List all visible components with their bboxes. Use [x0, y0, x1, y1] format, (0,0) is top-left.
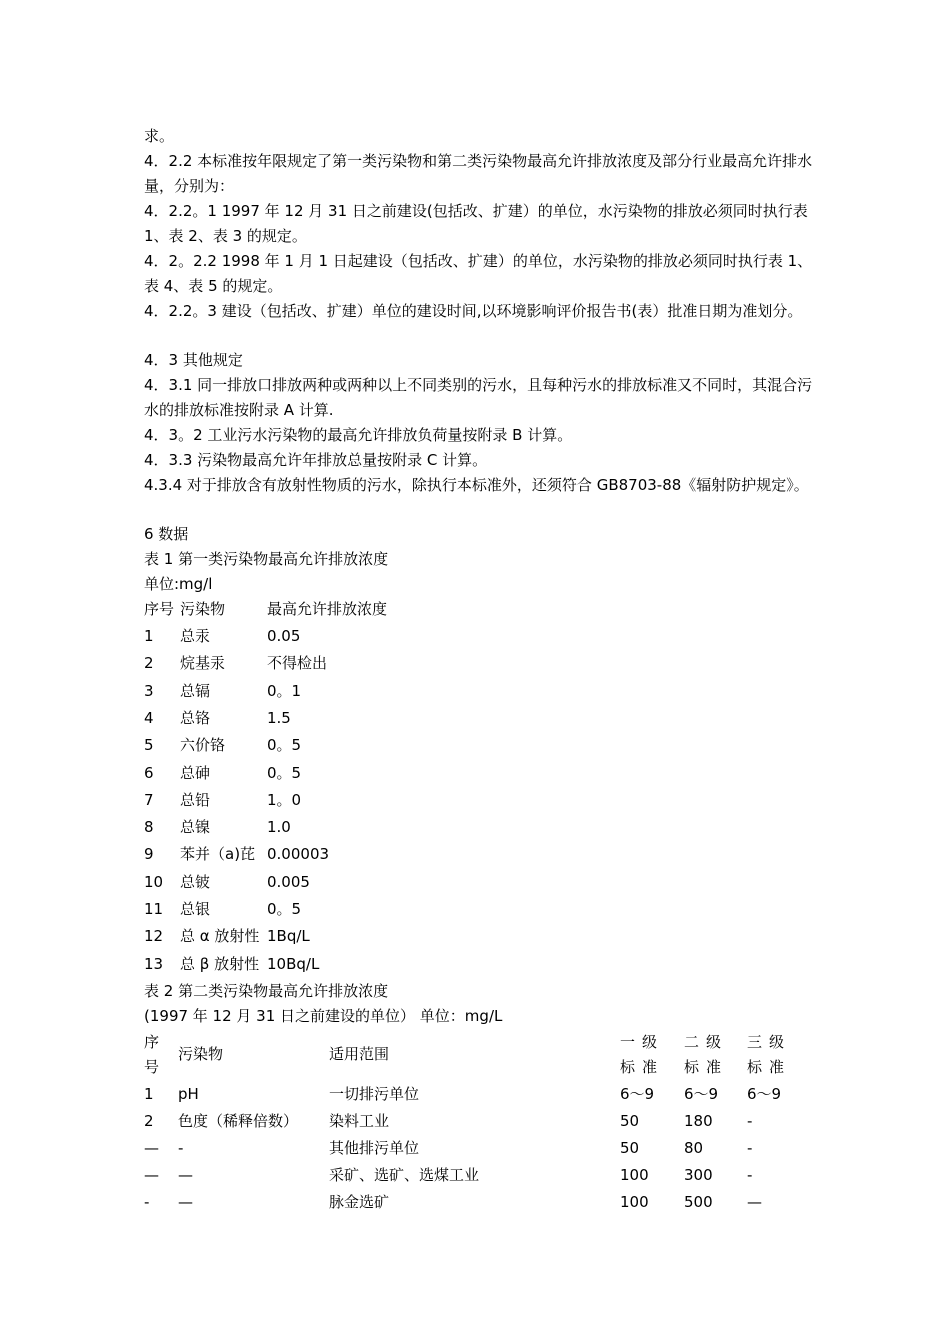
table-cell: - [747, 1112, 753, 1130]
paragraph-4-3-2: 4．3。2 工业污水污染物的最高允许排放负荷量按附录 B 计算。 [144, 426, 573, 444]
paragraph-4-3-3: 4．3.3 污染物最高允许年排放总量按附录 C 计算。 [144, 451, 488, 469]
table-cell: 总铬 [180, 709, 211, 727]
table2-header-seq: 序号 [144, 1033, 160, 1076]
table-cell: 2 [144, 654, 154, 672]
table-cell: 7 [144, 791, 154, 809]
table-cell: 6 [144, 764, 154, 782]
table-cell: 总铅 [180, 791, 211, 809]
table-cell: 6～9 [620, 1085, 655, 1103]
table-cell: 总铍 [180, 873, 211, 891]
table-cell: 80 [684, 1139, 704, 1157]
table2-header-pollutant: 污染物 [178, 1045, 224, 1063]
table-cell: 6～9 [684, 1085, 719, 1103]
table-cell: - [144, 1193, 150, 1211]
table1-header-limit: 最高允许排放浓度 [267, 600, 388, 618]
table-row [144, 1135, 816, 1162]
table-cell: - [747, 1166, 753, 1184]
table-cell: 采矿、选矿、选煤工业 [329, 1166, 480, 1184]
table-cell: 10 [144, 873, 164, 891]
table-row [144, 1081, 816, 1108]
table-cell: 100 [620, 1166, 649, 1184]
table-cell: 6～9 [747, 1085, 782, 1103]
table-cell: 0.05 [267, 627, 301, 645]
table-cell: 0。5 [267, 736, 302, 754]
table-cell: 50 [620, 1112, 640, 1130]
table-cell: 10Bq/L [267, 955, 320, 973]
heading-data: 6 数据 [144, 525, 189, 543]
table-cell: 0.00003 [267, 845, 330, 863]
table-cell: 1.0 [267, 818, 291, 836]
table-cell: pH [178, 1085, 199, 1103]
table1-header-seq: 序号 [144, 600, 175, 618]
table-cell: 2 [144, 1112, 154, 1130]
paragraph-4-3-1: 4．3.1 同一排放口排放两种或两种以上不同类别的污水，且每种污水的排放标准又不同时，其混合污水的排放标准按附录 A 计算. [144, 376, 813, 419]
paragraph-4-3-4: 4.3.4 对于排放含有放射性物质的污水，除执行本标准外，还须符合 GB8703-88《辐射防护规定》。 [144, 476, 809, 494]
table-cell: — [747, 1193, 762, 1211]
table-cell: 11 [144, 900, 164, 918]
paragraph-4-2-2-2: 4．2。2.2 1998 年 1 月 1 日起建设（包括改、扩建）的单位，水污染物的排放必须同时执行表 1、表 4、表 5 的规定。 [144, 252, 813, 295]
table1-caption: 表 1 第一类污染物最高允许排放浓度 [144, 550, 389, 568]
table-cell: — [178, 1193, 193, 1211]
table-cell: 总 β 放射性 [180, 955, 260, 973]
table-cell: 烷基汞 [180, 654, 226, 672]
table-cell: 1。0 [267, 791, 302, 809]
table-cell: 1 [144, 1085, 154, 1103]
table-cell: 12 [144, 927, 164, 945]
table-cell: 5 [144, 736, 154, 754]
table-cell: 8 [144, 818, 154, 836]
table-cell: 苯并（a)芘 [180, 845, 256, 863]
table-cell: 0.005 [267, 873, 310, 891]
table-cell: 总砷 [180, 764, 211, 782]
table-cell: 1.5 [267, 709, 291, 727]
table-cell: 300 [684, 1166, 713, 1184]
table-cell: 总 α 放射性 [180, 927, 260, 945]
table-cell: - [178, 1139, 184, 1157]
table-cell: — [178, 1166, 193, 1184]
table-cell: 1Bq/L [267, 927, 310, 945]
table1-unit: 单位:mg/l [144, 575, 213, 593]
table-cell: 一切排污单位 [329, 1085, 420, 1103]
table-cell: - [747, 1139, 753, 1157]
table2-caption: 表 2 第二类污染物最高允许排放浓度 [144, 982, 389, 1000]
table-cell: 总银 [180, 900, 211, 918]
table-cell: 总镍 [180, 818, 211, 836]
paragraph-text: 求。 [144, 127, 175, 145]
table-row [144, 1108, 816, 1135]
table-row [144, 1189, 816, 1216]
table-cell: — [144, 1166, 159, 1184]
table-cell: 180 [684, 1112, 713, 1130]
table-cell: 100 [620, 1193, 649, 1211]
paragraph-4-2-2: 4．2.2 本标准按年限规定了第一类污染物和第二类污染物最高允许排放浓度及部分行业最高允许排水量，分别为： [144, 152, 813, 195]
table-cell: 总镉 [180, 682, 211, 700]
table-cell: 9 [144, 845, 154, 863]
table-cell: 染料工业 [329, 1112, 390, 1130]
table2-header-grade1: 一级标准 [620, 1033, 665, 1076]
table-row [144, 1162, 816, 1189]
table-cell: 500 [684, 1193, 713, 1211]
table-cell: 0。5 [267, 900, 302, 918]
table2-subcaption: (1997 年 12 月 31 日之前建设的单位） 单位：mg/L [144, 1007, 503, 1025]
paragraph-4-2-2-1: 4．2.2。1 1997 年 12 月 31 日之前建设(包括改、扩建）的单位，水污染物的排放必须同时执行表 1、表 2、表 3 的规定。 [144, 202, 808, 245]
paragraph-4-2-2-3: 4．2.2。3 建设（包括改、扩建）单位的建设时间,以环境影响评价报告书(表）批准日期为准划分。 [144, 302, 803, 320]
table-cell: — [144, 1139, 159, 1157]
table-cell: 总汞 [180, 627, 211, 645]
table-cell: 六价铬 [180, 736, 226, 754]
heading-4-3: 4．3 其他规定 [144, 351, 243, 369]
table-cell: 4 [144, 709, 154, 727]
table-cell: 其他排污单位 [329, 1139, 420, 1157]
table-cell: 脉金选矿 [329, 1193, 390, 1211]
table2-header-grade2: 二级标准 [684, 1033, 729, 1076]
table1-header-pollutant: 污染物 [180, 600, 226, 618]
table-cell: 3 [144, 682, 154, 700]
table-cell: 13 [144, 955, 164, 973]
table2-header-row [144, 1028, 816, 1082]
table2-header-grade3: 三级标准 [747, 1033, 792, 1076]
table-cell: 0。5 [267, 764, 302, 782]
table-cell: 1 [144, 627, 154, 645]
table-cell: 色度（稀释倍数） [178, 1112, 299, 1130]
table-cell: 不得检出 [267, 654, 328, 672]
table-cell: 0。1 [267, 682, 302, 700]
table-cell: 50 [620, 1139, 640, 1157]
table2-header-scope: 适用范围 [329, 1045, 390, 1063]
